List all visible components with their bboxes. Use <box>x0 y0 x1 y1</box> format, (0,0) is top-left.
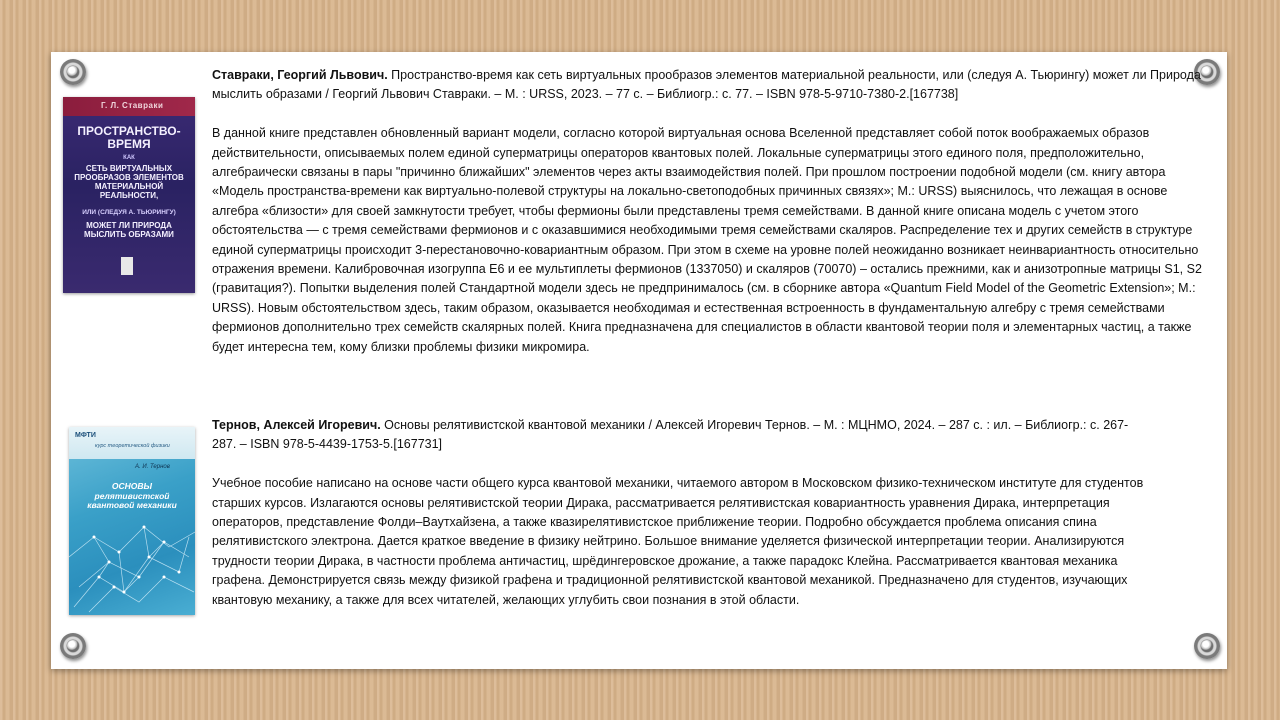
cover-title: ОСНОВЫ релятивистской квантовой механики <box>87 481 177 510</box>
description: В данной книге представлен обновленный вариант модели, согласно которой виртуальная основа Вселенной представляет собой поток воображаемых образов действительности, описываемых полем единой суперматрицы операторов квантовых полей. Локальные суперматрицы этого единого поля, предположительно, алгебраически связаны в пары "причинно ближайших" элементов через акты взаимодействия полей. При прошлом построении подобной модели (см. книгу автора «Модель пространства-времени как виртуально-полевой структуры на локально-светоподобных причинных связях»; М.: URSS) выяснилось, что лежащая в основе алгебра «близости» для своей замкнутости требует, чтобы фермионы были представлены тремя семействами. В данной книге описана модель с учетом этого обстоятельства — с тремя семействами фермионов и с оказавшимися необходимыми тремя семействами скаляров. Распределение тех и других семейств в структуре единой суперматрицы происходит 3-перестановочно-ковариантным образом. При этом в схеме на уровне полей неожиданно возникает неинвариантность относительно отражения времени. Калибровочная изогруппа E6 и ее мультиплеты фермионов (1337050) и скаляров (70070) – остались прежними, как и анизотропные матрицы S1, S2 (гравитация?). Попытки выделения полей Стандартной модели здесь не предпринималось (см. в сборнике автора «Quantum Field Model of the Geometric Extension»; М.: URSS). Новым обстоятельством здесь, таким образом, оказывается необходимая и естественная встроенность в фундаментальную алгебру с тремя семействами фермионов дополнительно трех семейств скалярных полей. Книга предназначена для специалистов в области квантовой теории поля и элементарных частиц, а также будет интересна тем, кому близки проблемы физики микромира. <box>212 126 1202 354</box>
cover-subtitle: СЕТЬ ВИРТУАЛЬНЫХ ПРООБРАЗОВ ЭЛЕМЕНТОВ МАТЕРИАЛЬНОЙ РЕАЛЬНОСТИ, <box>74 164 184 200</box>
cover-question: МОЖЕТ ЛИ ПРИРОДА МЫСЛИТЬ ОБРАЗАМИ <box>84 221 174 239</box>
citation <box>212 416 1152 455</box>
book-entry-2 <box>212 416 1152 610</box>
author-name: Ставраки, Георгий Львович. <box>212 68 388 82</box>
cover-publisher: МФТИ <box>75 432 96 439</box>
graphene-lattice-icon <box>69 517 195 615</box>
pin-icon-bottom-right <box>1194 633 1220 659</box>
cover-band <box>63 97 195 116</box>
cover-ili: ИЛИ (СЛЕДУЯ А. ТЬЮРИНГУ) <box>82 209 176 216</box>
book-entry-1 <box>212 66 1202 357</box>
pin-icon-top-left <box>60 59 86 85</box>
citation <box>212 66 1202 105</box>
cover-author: Г. Л. Ставраки <box>101 101 164 110</box>
citation-text: Пространство-время как сеть виртуальных прообразов элементов материальной реальности, или (следуя А. Тьюрингу) может ли Природа мыслить образами / Георгий Львович Ставраки. – М. : URSS, 2023. – 77 с. – Библиогр.: с. 77. – ISBN 978-5-9710-7380-2.[167738] <box>212 68 1201 102</box>
cover-title: ПРОСТРАНСТВО-ВРЕМЯ <box>77 124 181 151</box>
publisher-logo-icon <box>121 257 133 275</box>
citation-text: Основы релятивистской квантовой механики / Алексей Игоревич Тернов. – М. : МЦНМО, 2024. – 287 с. : ил. – Библиогр.: с. 267-287. – ISBN 978-5-4439-1753-5.[167731] <box>212 418 1129 452</box>
cover-series: курс теоретической физики <box>95 443 170 449</box>
cover-kak: КАК <box>123 155 135 161</box>
pin-icon-bottom-left <box>60 633 86 659</box>
book-cover-stavraki[interactable] <box>63 97 195 293</box>
description: Учебное пособие написано на основе части общего курса квантовой механики, читаемого автором в Московском физико-техническом институте для студентов старших курсов. Излагаются основы релятивистской теории Дирака, рассматривается релятивистская ковариантность уравнения Дирака, интерпретация операторов, представление Фолди–Ваутхайзена, а также квазирелятивистское приближение теории. Подробно обсуждается проблема описания спина релятивистского электрона. Дается краткое введение в физику нейтрино. Большое внимание уделяется физической интерпретации теории. Анализируются трудности теории Дирака, в частности проблема античастиц, шрёдингеровское дрожание, а также парадокс Клейна. Рассматривается квантовая механика графена. Демонстрируется связь между физикой графена и традиционной релятивистской квантовой механикой. Предназначено для студентов, изучающих квантовую механику, а также для всех читателей, желающих углубить свои познания в этой области. <box>212 476 1144 607</box>
book-cover-ternov[interactable] <box>69 427 195 615</box>
cover-author: А. И. Тернов <box>135 464 170 470</box>
author-name: Тернов, Алексей Игоревич. <box>212 418 381 432</box>
